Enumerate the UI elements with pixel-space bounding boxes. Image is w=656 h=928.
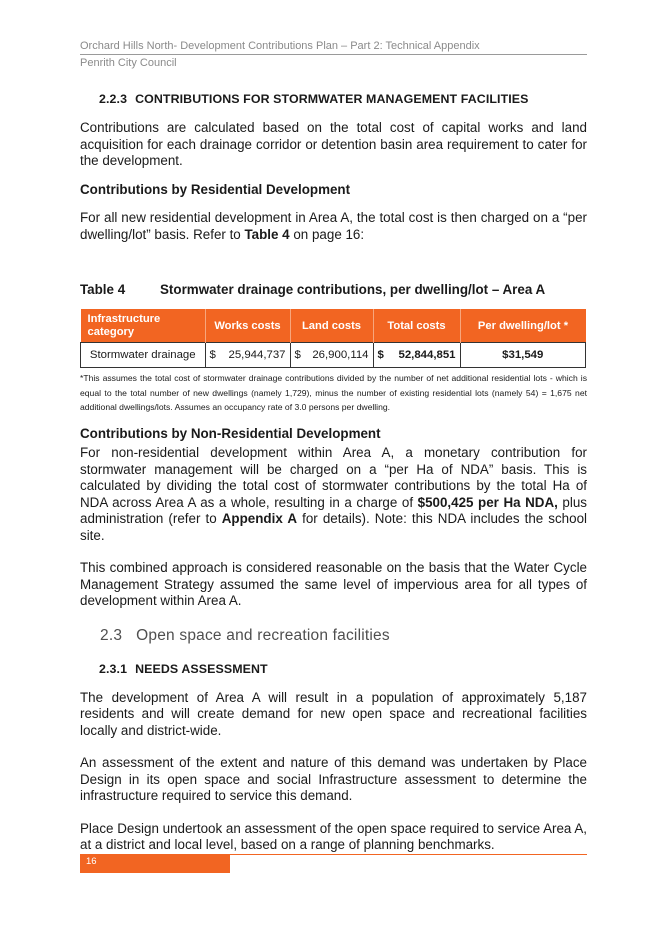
section-title: CONTRIBUTIONS FOR STORMWATER MANAGEMENT FACILITIES: [135, 92, 529, 106]
page-number: 16: [80, 854, 230, 873]
non-residential-text-c: for details). Note: this NDA includes the school site.: [80, 511, 587, 543]
cell-works-costs: [205, 343, 290, 368]
section-2-2-3-heading: [80, 92, 587, 106]
table-4-reference: Table 4: [244, 226, 290, 242]
currency-symbol: $: [377, 349, 384, 361]
section-number: 2.3.1: [99, 661, 128, 676]
total-value: 52,844,851: [398, 349, 456, 361]
residential-text-a: For all new residential development in Area A, the total cost is then charged on a “per dwelling/lot” basis. Refer to: [80, 210, 587, 242]
section-2-3-1-heading: [80, 662, 587, 676]
section-title: NEEDS ASSESSMENT: [135, 661, 268, 676]
table-title: Stormwater drainage contributions, per dwelling/lot – Area A: [160, 282, 546, 297]
stormwater-contributions-table: [80, 309, 586, 368]
footer-divider: [230, 854, 587, 855]
needs-assessment-p2: An assessment of the extent and nature of this demand was undertaken by Place Design in its open space and social Infrastructure assessment to determine the infrastructure required to service this demand.: [80, 755, 587, 803]
col-per-dwelling: Per dwelling/lot *: [460, 309, 586, 343]
page-content: [80, 92, 587, 854]
header-organisation: Penrith City Council: [80, 57, 177, 69]
col-total-costs: Total costs: [373, 309, 460, 343]
non-residential-text: [80, 445, 587, 544]
stormwater-intro: Contributions are calculated based on the total cost of capital works and land acquisition for each drainage corridor or detention basin area requirement to cater for the development.: [80, 120, 587, 168]
works-value: 25,944,737: [228, 349, 286, 361]
land-value: 26,900,114: [312, 349, 369, 361]
residential-text: [80, 210, 587, 243]
cell-per-dwelling: $31,549: [460, 343, 586, 368]
appendix-a-reference: Appendix A: [221, 511, 298, 526]
cell-category: Stormwater drainage: [81, 343, 206, 368]
table-label: Table 4: [80, 282, 126, 297]
needs-assessment-p3: Place Design undertook an assessment of the open space required to service Area A, at a district and local level, based on a range of planning benchmarks.: [80, 820, 587, 852]
col-land-costs: Land costs: [290, 309, 373, 343]
col-infrastructure-category: Infrastructure category: [81, 309, 206, 343]
section-title: Open space and recreation facilities: [136, 626, 390, 644]
table-row: [81, 343, 586, 368]
nda-charge: $500,425 per Ha NDA,: [417, 494, 558, 510]
non-residential-heading: Contributions by Non-Residential Development: [80, 425, 381, 441]
section-number: 2.2.3: [99, 92, 128, 106]
table-header-row: [81, 309, 586, 343]
currency-symbol: $: [294, 349, 301, 361]
table-4-caption: [80, 282, 587, 298]
non-residential-text-b: plus administration (refer to: [80, 494, 587, 526]
residential-text-b: on page 16:: [289, 226, 365, 242]
cell-total-costs: [373, 343, 460, 368]
needs-assessment-p1: The development of Area A will result in a population of approximately 5,187 residents and will create demand for new open space and recreational facilities locally and district-wide.: [80, 689, 587, 738]
section-2-3-heading: [80, 627, 587, 645]
section-number: 2.3: [100, 626, 123, 644]
currency-symbol: $: [209, 349, 216, 361]
combined-approach-text: This combined approach is considered reasonable on the basis that the Water Cycle Management Strategy assumed the same level of impervious area for all types of development within Area A.: [80, 560, 587, 608]
non-residential-text-a: For non-residential development within Area A, a monetary contribution for stormwater management will be charged on a “per Ha of NDA” basis. This is calculated by dividing the total cost of stormwater contributions by the total Ha of NDA across Area A as a whole, resulting in a charge of: [80, 445, 587, 510]
header-divider: [80, 54, 587, 55]
cell-land-costs: [290, 343, 373, 368]
table-footnote: *This assumes the total cost of stormwater drainage contributions divided by the number of net additional residential lots - which is equal to the total number of new dwellings (namely 1,729), minus the number of existing residential lots (namely 54) = 1,675 net additional dwellings/lots. Assumes an occupancy rate of 3.0 persons per dwelling.: [80, 373, 587, 412]
col-works-costs: Works costs: [205, 309, 290, 343]
header-title: Orchard Hills North- Development Contributions Plan – Part 2: Technical Appendix: [80, 40, 480, 52]
residential-heading: Contributions by Residential Development: [80, 181, 351, 197]
running-header: [80, 40, 587, 70]
